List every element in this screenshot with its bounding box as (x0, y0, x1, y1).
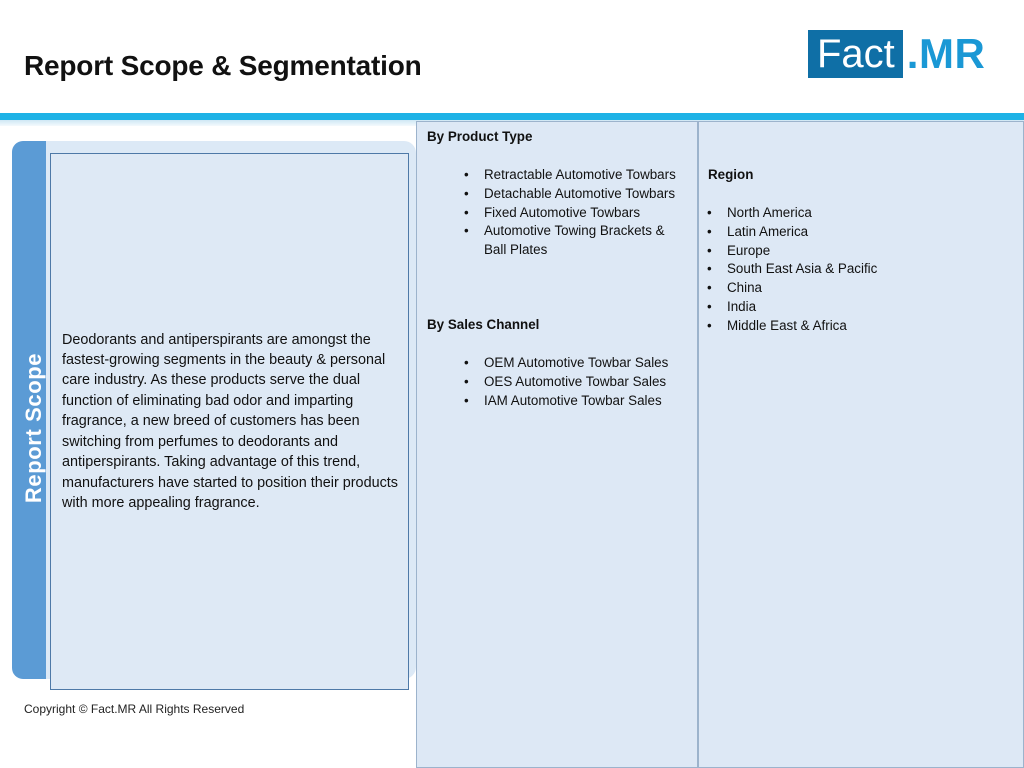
list-item: • OEM Automotive Towbar Sales (464, 354, 692, 373)
list-item: • South East Asia & Pacific (707, 260, 1007, 279)
list-item: • OES Automotive Towbar Sales (464, 373, 692, 392)
list-item: • Middle East & Africa (707, 317, 1007, 336)
list-item: • IAM Automotive Towbar Sales (464, 392, 692, 411)
side-tab-label: Report Scope (21, 352, 47, 504)
list-item: • Detachable Automotive Towbars (464, 185, 686, 204)
logo-main-text: Fact (808, 30, 903, 78)
header-accent-band (0, 113, 1024, 120)
list-item: • China (707, 279, 1007, 298)
list-item: • Latin America (707, 223, 1007, 242)
description-text: Deodorants and antiperspirants are amongst the fastest-growing segments in the beauty & personal care industry. As these products serve the dual function of eliminating bad odor and imparting fragrance, a new breed of customers has been switching from perfumes to deodorants and antiperspirants. Taking advantage of this trend, manufacturers have started to position their products with more appealing fragrance. (62, 331, 398, 511)
slide-title: Report Scope & Segmentation (24, 50, 422, 81)
sales-channel-list (464, 354, 692, 410)
sales-channel-heading: By Sales Channel (427, 317, 540, 332)
list-item: • Retractable Automotive Towbars (464, 166, 686, 185)
logo-suffix-text: .MR (906, 30, 986, 77)
product-type-heading: By Product Type (427, 129, 533, 144)
description-panel (50, 153, 409, 690)
region-list (707, 204, 1007, 336)
product-type-list (464, 166, 686, 260)
list-item: • Europe (707, 242, 1007, 261)
list-item: • India (707, 298, 1007, 317)
list-item: • North America (707, 204, 1007, 223)
copyright-notice: Copyright © Fact.MR All Rights Reserved (24, 702, 245, 716)
list-item: • Fixed Automotive Towbars (464, 204, 686, 223)
fact-mr-logo (808, 30, 985, 78)
list-item: • Automotive Towing Brackets & Ball Plates (464, 222, 686, 260)
region-heading: Region (708, 167, 754, 182)
